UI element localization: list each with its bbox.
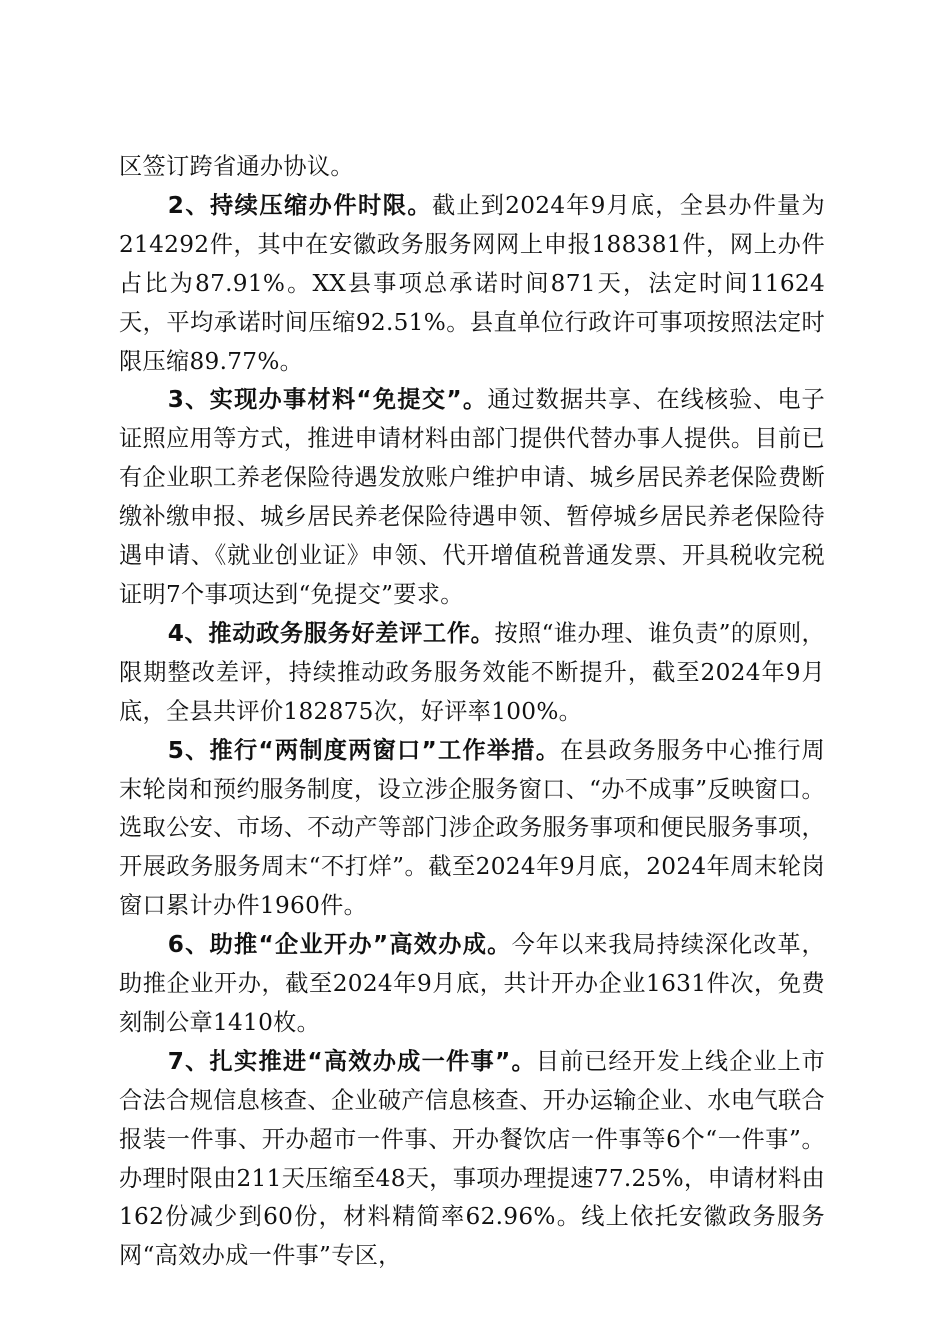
paragraph-heading: 3、实现办事材料“免提交”。 (167, 386, 488, 414)
paragraph-body: 按照“谁办理、谁负责”的原则，限期整改差评，持续推动政务服务效能不断提升，截至2024年9月底，全县共评价182875次，好评率100%。 (119, 619, 825, 725)
paragraph-heading: 5、推行“两制度两窗口”工作举措。 (167, 736, 561, 764)
paragraph-heading: 2、持续压缩办件时限。 (167, 191, 433, 219)
document-page (119, 148, 825, 1276)
paragraph-enterprise-startup (119, 926, 825, 1043)
paragraph-one-thing-efficiently (119, 1043, 825, 1276)
paragraph-body: 今年以来我局持续深化改革，助推企业开办，截至2024年9月底，共计开办企业1631件次，免费刻制公章1410枚。 (119, 931, 825, 1036)
paragraph-body: 区签订跨省通办协议。 (119, 153, 354, 180)
paragraph-no-submission-materials (119, 381, 825, 614)
paragraph-continuation (119, 148, 825, 187)
paragraph-body: 通过数据共享、在线核验、电子证照应用等方式，推进申请材料由部门提供代替办事人提供。目前已有企业职工养老保险待遇发放账户维护申请、城乡居民养老保险费断缴补缴申报、城乡居民养老保险待遇申领、暂停城乡居民养老保险待遇申请、《就业创业证》申领、代开增值税普通发票、开具税收完税证明7个事项达到“免提交”要求。 (119, 386, 825, 608)
paragraph-heading: 4、推动政务服务好差评工作。 (167, 619, 495, 647)
paragraph-heading: 7、扎实推进“高效办成一件事”。 (167, 1047, 536, 1075)
paragraph-body: 目前已经开发上线企业上市合法合规信息核查、企业破产信息核查、开办运输企业、水电气联合报装一件事、开办超市一件事、开办餐饮店一件事等6个“一件事”。办理时限由211天压缩至48天，事项办理提速77.25%，申请材料由162份减少到60份，材料精简率62.96%。线上依托安徽政务服务网“高效办成一件事”专区， (119, 1047, 825, 1270)
paragraph-compress-time-limit (119, 187, 825, 382)
paragraph-body: 在县政务服务中心推行周末轮岗和预约服务制度，设立涉企服务窗口、“办不成事”反映窗口。选取公安、市场、不动产等部门涉企政务服务事项和便民服务事项，开展政务服务周末“不打烊”。截至2024年9月底，2024年周末轮岗窗口累计办件1960件。 (119, 736, 825, 920)
paragraph-service-evaluation (119, 615, 825, 732)
paragraph-body: 截止到2024年9月底，全县办件量为214292件，其中在安徽政务服务网网上申报188381件，网上办件占比为87.91%。XX县事项总承诺时间871天，法定时间11624天，平均承诺时间压缩92.51%。县直单位行政许可事项按照法定时限压缩89.77%。 (119, 191, 826, 375)
paragraph-heading: 6、助推“企业开办”高效办成。 (167, 931, 512, 959)
paragraph-two-systems-two-windows (119, 732, 825, 927)
